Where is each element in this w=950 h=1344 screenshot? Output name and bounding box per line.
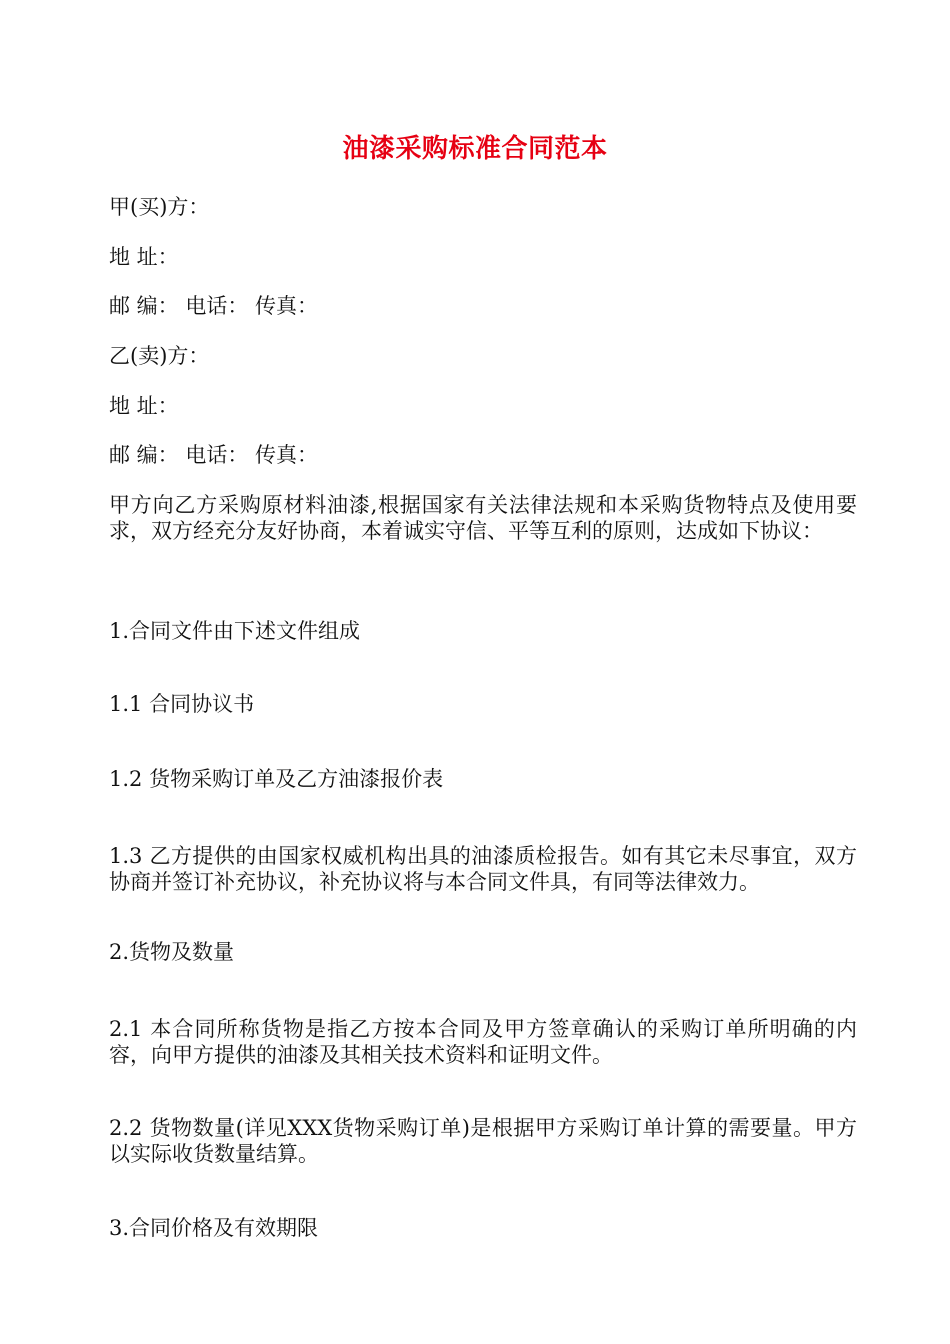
party-b-contact: 邮 编： 电话： 传真： xyxy=(109,443,319,467)
section-2-2: 2.2 货物数量(详见XXX货物采购订单)是根据甲方采购订单计算的需要量。甲方以实际收货数量结算。 xyxy=(109,1116,857,1166)
section-1-2: 1.2 货物采购订单及乙方油漆报价表 xyxy=(109,767,444,791)
section-2-heading: 2.货物及数量 xyxy=(109,940,235,964)
party-a-label: 甲(买)方： xyxy=(109,195,210,219)
section-1-heading: 1.合同文件由下述文件组成 xyxy=(109,619,361,643)
party-a-contact: 邮 编： 电话： 传真： xyxy=(109,294,319,318)
section-1-1: 1.1 合同协议书 xyxy=(109,692,255,716)
party-a-address: 地 址： xyxy=(109,245,179,269)
party-b-address: 地 址： xyxy=(109,394,179,418)
document-title: 油漆采购标准合同范本 xyxy=(342,134,608,164)
section-3-heading: 3.合同价格及有效期限 xyxy=(109,1216,319,1240)
intro-paragraph: 甲方向乙方采购原材料油漆,根据国家有关法律法规和本采购货物特点及使用要求，双方经充分友好协商，本着诚实守信、平等互利的原则，达成如下协议： xyxy=(109,493,857,543)
party-b-label: 乙(卖)方： xyxy=(109,344,210,368)
section-1-3: 1.3 乙方提供的由国家权威机构出具的油漆质检报告。如有其它未尽事宜，双方协商并签订补充协议，补充协议将与本合同文件具，有同等法律效力。 xyxy=(109,844,857,894)
section-2-1: 2.1 本合同所称货物是指乙方按本合同及甲方签章确认的采购订单所明确的内容，向甲方提供的油漆及其相关技术资料和证明文件。 xyxy=(109,1017,857,1067)
